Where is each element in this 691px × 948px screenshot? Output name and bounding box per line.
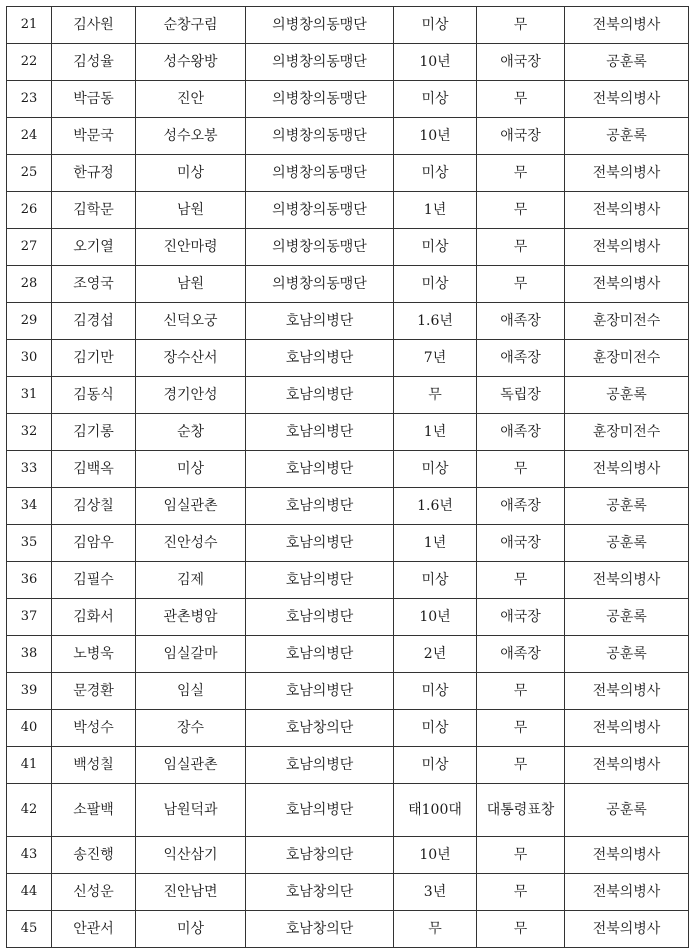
source-cell: 공훈록 (565, 636, 689, 673)
row-number-cell: 32 (7, 414, 52, 451)
name-cell: 박금동 (52, 81, 136, 118)
sentence-cell: 7년 (394, 340, 477, 377)
award-cell: 애족장 (477, 636, 565, 673)
sentence-cell: 미상 (394, 562, 477, 599)
row-number-cell: 33 (7, 451, 52, 488)
award-cell: 무 (477, 155, 565, 192)
sentence-cell: 미상 (394, 266, 477, 303)
award-cell: 애국장 (477, 599, 565, 636)
origin-cell: 미상 (136, 155, 246, 192)
source-cell: 공훈록 (565, 44, 689, 81)
sentence-cell: 미상 (394, 81, 477, 118)
table-row (7, 673, 689, 710)
award-cell: 무 (477, 747, 565, 784)
unit-cell: 호남의병단 (246, 488, 394, 525)
unit-cell: 호남의병단 (246, 636, 394, 673)
source-cell: 전북의병사 (565, 266, 689, 303)
award-cell: 무 (477, 229, 565, 266)
unit-cell: 호남의병단 (246, 414, 394, 451)
unit-cell: 호남창의단 (246, 710, 394, 747)
unit-cell: 호남의병단 (246, 599, 394, 636)
table-row (7, 874, 689, 911)
name-cell: 백성칠 (52, 747, 136, 784)
source-cell: 전북의병사 (565, 747, 689, 784)
table-row (7, 7, 689, 44)
award-cell: 무 (477, 673, 565, 710)
name-cell: 김백옥 (52, 451, 136, 488)
row-number-cell: 45 (7, 911, 52, 948)
row-number-cell: 27 (7, 229, 52, 266)
origin-cell: 진안성수 (136, 525, 246, 562)
source-cell: 전북의병사 (565, 911, 689, 948)
unit-cell: 호남창의단 (246, 911, 394, 948)
origin-cell: 관촌병암 (136, 599, 246, 636)
sentence-cell: 3년 (394, 874, 477, 911)
sentence-cell: 10년 (394, 44, 477, 81)
origin-cell: 미상 (136, 451, 246, 488)
sentence-cell: 무 (394, 377, 477, 414)
source-cell: 공훈록 (565, 784, 689, 837)
sentence-cell: 1.6년 (394, 488, 477, 525)
source-cell: 전북의병사 (565, 562, 689, 599)
name-cell: 김경섭 (52, 303, 136, 340)
origin-cell: 임실관촌 (136, 488, 246, 525)
origin-cell: 경기안성 (136, 377, 246, 414)
unit-cell: 호남의병단 (246, 377, 394, 414)
sentence-cell: 10년 (394, 837, 477, 874)
table-row (7, 44, 689, 81)
award-cell: 무 (477, 7, 565, 44)
row-number-cell: 25 (7, 155, 52, 192)
name-cell: 오기열 (52, 229, 136, 266)
table-row (7, 303, 689, 340)
source-cell: 공훈록 (565, 488, 689, 525)
table-row (7, 451, 689, 488)
award-cell: 무 (477, 266, 565, 303)
award-cell: 무 (477, 562, 565, 599)
name-cell: 문경환 (52, 673, 136, 710)
source-cell: 전북의병사 (565, 81, 689, 118)
patriot-roster-table (6, 6, 689, 948)
name-cell: 박성수 (52, 710, 136, 747)
sentence-cell: 태100대 (394, 784, 477, 837)
unit-cell: 호남의병단 (246, 451, 394, 488)
origin-cell: 순창 (136, 414, 246, 451)
table-row (7, 599, 689, 636)
origin-cell: 성수오봉 (136, 118, 246, 155)
unit-cell: 의병창의동맹단 (246, 44, 394, 81)
unit-cell: 호남의병단 (246, 673, 394, 710)
source-cell: 전북의병사 (565, 451, 689, 488)
sentence-cell: 10년 (394, 599, 477, 636)
award-cell: 애족장 (477, 414, 565, 451)
table-row (7, 562, 689, 599)
unit-cell: 호남의병단 (246, 562, 394, 599)
sentence-cell: 2년 (394, 636, 477, 673)
source-cell: 전북의병사 (565, 229, 689, 266)
source-cell: 전북의병사 (565, 7, 689, 44)
sentence-cell: 무 (394, 911, 477, 948)
table-row (7, 266, 689, 303)
unit-cell: 의병창의동맹단 (246, 155, 394, 192)
source-cell: 공훈록 (565, 525, 689, 562)
source-cell: 전북의병사 (565, 155, 689, 192)
unit-cell: 호남의병단 (246, 303, 394, 340)
row-number-cell: 41 (7, 747, 52, 784)
table-row (7, 81, 689, 118)
row-number-cell: 21 (7, 7, 52, 44)
origin-cell: 남원 (136, 266, 246, 303)
award-cell: 애족장 (477, 488, 565, 525)
sentence-cell: 미상 (394, 155, 477, 192)
name-cell: 신성운 (52, 874, 136, 911)
row-number-cell: 44 (7, 874, 52, 911)
name-cell: 노병욱 (52, 636, 136, 673)
table-row (7, 784, 689, 837)
origin-cell: 미상 (136, 911, 246, 948)
row-number-cell: 40 (7, 710, 52, 747)
table-row (7, 229, 689, 266)
name-cell: 김화서 (52, 599, 136, 636)
origin-cell: 남원덕과 (136, 784, 246, 837)
award-cell: 무 (477, 874, 565, 911)
origin-cell: 익산삼기 (136, 837, 246, 874)
source-cell: 훈장미전수 (565, 414, 689, 451)
table-row (7, 340, 689, 377)
name-cell: 안관서 (52, 911, 136, 948)
award-cell: 무 (477, 837, 565, 874)
unit-cell: 호남의병단 (246, 747, 394, 784)
row-number-cell: 30 (7, 340, 52, 377)
origin-cell: 신덕오궁 (136, 303, 246, 340)
unit-cell: 호남의병단 (246, 525, 394, 562)
name-cell: 김기롱 (52, 414, 136, 451)
sentence-cell: 1년 (394, 414, 477, 451)
award-cell: 애국장 (477, 118, 565, 155)
table-row (7, 118, 689, 155)
award-cell: 무 (477, 911, 565, 948)
source-cell: 훈장미전수 (565, 303, 689, 340)
origin-cell: 성수왕방 (136, 44, 246, 81)
row-number-cell: 24 (7, 118, 52, 155)
source-cell: 전북의병사 (565, 673, 689, 710)
award-cell: 무 (477, 451, 565, 488)
origin-cell: 임실관촌 (136, 747, 246, 784)
sentence-cell: 1년 (394, 192, 477, 229)
name-cell: 한규정 (52, 155, 136, 192)
source-cell: 공훈록 (565, 377, 689, 414)
table-row (7, 377, 689, 414)
name-cell: 김성율 (52, 44, 136, 81)
source-cell: 전북의병사 (565, 874, 689, 911)
sentence-cell: 1년 (394, 525, 477, 562)
table-row (7, 488, 689, 525)
name-cell: 송진행 (52, 837, 136, 874)
row-number-cell: 22 (7, 44, 52, 81)
source-cell: 전북의병사 (565, 710, 689, 747)
row-number-cell: 38 (7, 636, 52, 673)
row-number-cell: 28 (7, 266, 52, 303)
source-cell: 전북의병사 (565, 837, 689, 874)
award-cell: 무 (477, 710, 565, 747)
origin-cell: 김제 (136, 562, 246, 599)
row-number-cell: 26 (7, 192, 52, 229)
award-cell: 애국장 (477, 525, 565, 562)
unit-cell: 의병창의동맹단 (246, 118, 394, 155)
unit-cell: 호남의병단 (246, 784, 394, 837)
table-row (7, 414, 689, 451)
name-cell: 박문국 (52, 118, 136, 155)
name-cell: 소팔백 (52, 784, 136, 837)
unit-cell: 의병창의동맹단 (246, 81, 394, 118)
unit-cell: 의병창의동맹단 (246, 192, 394, 229)
table-row (7, 155, 689, 192)
award-cell: 무 (477, 81, 565, 118)
sentence-cell: 미상 (394, 229, 477, 266)
row-number-cell: 29 (7, 303, 52, 340)
roster-body (7, 7, 689, 948)
unit-cell: 호남창의단 (246, 837, 394, 874)
unit-cell: 의병창의동맹단 (246, 229, 394, 266)
row-number-cell: 42 (7, 784, 52, 837)
unit-cell: 의병창의동맹단 (246, 266, 394, 303)
row-number-cell: 43 (7, 837, 52, 874)
name-cell: 김동식 (52, 377, 136, 414)
origin-cell: 남원 (136, 192, 246, 229)
row-number-cell: 31 (7, 377, 52, 414)
unit-cell: 호남창의단 (246, 874, 394, 911)
name-cell: 김기만 (52, 340, 136, 377)
name-cell: 조영국 (52, 266, 136, 303)
name-cell: 김학문 (52, 192, 136, 229)
sentence-cell: 미상 (394, 673, 477, 710)
table-row (7, 525, 689, 562)
unit-cell: 호남의병단 (246, 340, 394, 377)
award-cell: 대통령표창 (477, 784, 565, 837)
table-row (7, 837, 689, 874)
origin-cell: 임실 (136, 673, 246, 710)
row-number-cell: 37 (7, 599, 52, 636)
award-cell: 독립장 (477, 377, 565, 414)
origin-cell: 장수산서 (136, 340, 246, 377)
award-cell: 애국장 (477, 44, 565, 81)
award-cell: 애족장 (477, 340, 565, 377)
row-number-cell: 34 (7, 488, 52, 525)
name-cell: 김암우 (52, 525, 136, 562)
sentence-cell: 10년 (394, 118, 477, 155)
sentence-cell: 미상 (394, 710, 477, 747)
origin-cell: 임실갈마 (136, 636, 246, 673)
source-cell: 훈장미전수 (565, 340, 689, 377)
source-cell: 전북의병사 (565, 192, 689, 229)
origin-cell: 순창구림 (136, 7, 246, 44)
name-cell: 김사원 (52, 7, 136, 44)
sentence-cell: 미상 (394, 747, 477, 784)
sentence-cell: 미상 (394, 451, 477, 488)
name-cell: 김상칠 (52, 488, 136, 525)
table-row (7, 747, 689, 784)
row-number-cell: 39 (7, 673, 52, 710)
row-number-cell: 23 (7, 81, 52, 118)
table-row (7, 192, 689, 229)
row-number-cell: 36 (7, 562, 52, 599)
source-cell: 공훈록 (565, 599, 689, 636)
origin-cell: 진안남면 (136, 874, 246, 911)
table-row (7, 636, 689, 673)
name-cell: 김필수 (52, 562, 136, 599)
table-row (7, 710, 689, 747)
source-cell: 공훈록 (565, 118, 689, 155)
award-cell: 무 (477, 192, 565, 229)
origin-cell: 장수 (136, 710, 246, 747)
row-number-cell: 35 (7, 525, 52, 562)
sentence-cell: 1.6년 (394, 303, 477, 340)
sentence-cell: 미상 (394, 7, 477, 44)
table-row (7, 911, 689, 948)
unit-cell: 의병창의동맹단 (246, 7, 394, 44)
award-cell: 애족장 (477, 303, 565, 340)
origin-cell: 진안 (136, 81, 246, 118)
origin-cell: 진안마령 (136, 229, 246, 266)
